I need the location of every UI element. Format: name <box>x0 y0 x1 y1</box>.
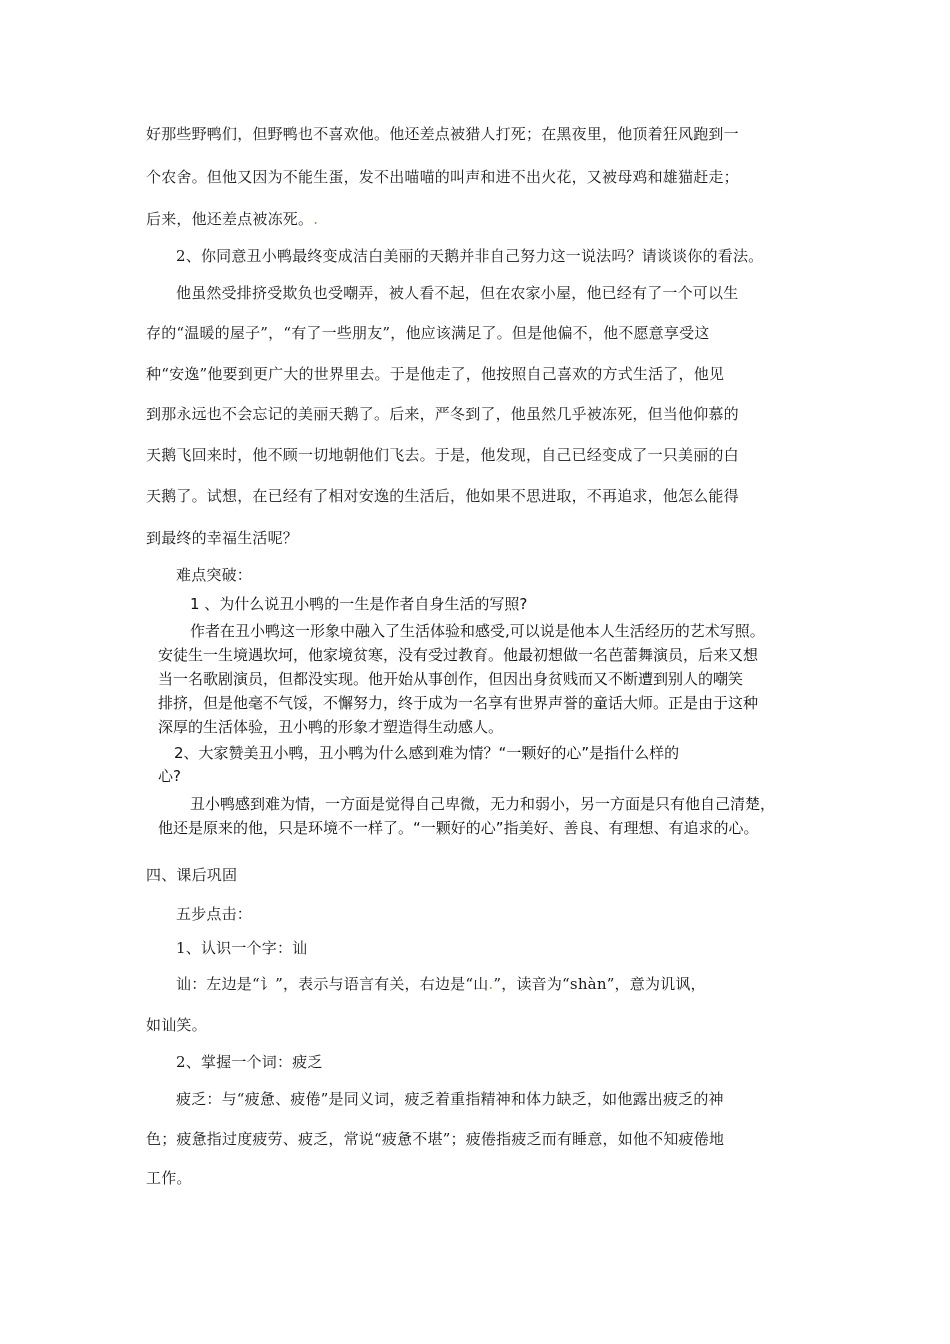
difficulty-line-4: 排挤，但是他毫不气馁，不懈努力，终于成为一名享有世界声誉的童话大师。正是由于这种 <box>158 694 759 712</box>
difficulty-heading: 难点突破： <box>176 566 253 584</box>
item2-line-3: 工作。 <box>146 1169 192 1187</box>
question2-line-2: 存的“温暖的屋子”，“有了一些朋友”，他应该满足了。但是他偏不，他不愿意享受这 <box>146 324 710 342</box>
item1-text: 讪：左边是“讠”，表示与语言有关，右边是“山 <box>176 975 489 993</box>
item1-line-2: 如讪笑。 <box>146 1016 207 1034</box>
question2-line-7: 到最终的幸福生活呢？ <box>146 529 299 547</box>
intro-line-3 <box>146 209 318 229</box>
question2-line-6: 天鹅了。试想，在已经有了相对安逸的生活后，他如果不思进取，不再追求，他怎么能得 <box>146 487 739 505</box>
difficulty-q2: 2、大家赞美丑小鸭，丑小鸭为什么感到难为情？“一颗好的心”是指什么样的 <box>174 744 680 762</box>
difficulty-q1: 1 、为什么说丑小鸭的一生是作者自身生活的写照? <box>190 595 528 613</box>
difficulty-answer-1: 丑小鸭感到难为情，一方面是觉得自己卑微，无力和弱小，另一方面是只有他自己清楚， <box>190 795 776 813</box>
difficulty-q2-cont: 心? <box>158 767 181 785</box>
item1-title: 1、认识一个字：讪 <box>176 939 308 957</box>
item2-title: 2、掌握一个词：疲乏 <box>176 1053 323 1071</box>
item2-line-1: 疲乏：与“疲惫、疲倦”是同义词，疲乏着重指精神和体力缺乏，如他露出疲乏的神 <box>176 1090 724 1108</box>
question2-line-1: 他虽然受排挤受欺负也受嘲弄，被人看不起，但在农家小屋，他已经有了一个可以生 <box>176 284 739 302</box>
item1-line-1 <box>176 974 706 994</box>
question2-title: 2、你同意丑小鸭最终变成洁白美丽的天鹅并非自己努力这一说法吗？请谈谈你的看法。 <box>176 247 764 265</box>
question2-line-4: 到那永远也不会忘记的美丽天鹅了。后来，严冬到了，他虽然几乎被冻死，但当他仰慕的 <box>146 405 739 423</box>
section4-subtitle: 五步点击： <box>176 905 253 923</box>
item2-line-2: 色；疲惫指过度疲劳、疲乏，常说“疲惫不堪”；疲倦指疲乏而有睡意，如他不知疲倦地 <box>146 1130 725 1148</box>
difficulty-line-5: 深厚的生活体验，丑小鸭的形象才塑造得生动感人。 <box>158 718 504 736</box>
intro-line-2: 个农舍。但他又因为不能生蛋，发不出喵喵的叫声和进不出火花，又被母鸡和雄猫赶走； <box>146 168 739 186</box>
intro-dot: . <box>313 210 319 228</box>
difficulty-line-1: 作者在丑小鸭这一形象中融入了生活体验和感受,可以说是他本人生活经历的艺术写照。 <box>190 622 765 640</box>
difficulty-line-3: 当一名歌剧演员，但都没实现。他开始从事创作，但因出身贫贱而又不断遭到别人的嘲笑 <box>158 670 744 688</box>
difficulty-line-2: 安徒生一生境遇坎坷，他家境贫寒，没有受过教育。他最初想做一名芭蕾舞演员，后来又想 <box>158 646 759 664</box>
difficulty-block <box>144 592 834 842</box>
item1-dot: . <box>488 975 494 993</box>
question2-line-3: 种“安逸”他要到更广大的世界里去。于是他走了，他按照自己喜欢的方式生活了，他见 <box>146 365 725 383</box>
difficulty-answer-2: 他还是原来的他，只是环境不一样了。“一颗好的心”指美好、善良、有理想、有追求的心。 <box>158 819 759 837</box>
item1-text-rest: ”，读音为“shàn”，意为讥讽， <box>493 975 706 993</box>
section4-title: 四、课后巩固 <box>146 866 238 884</box>
intro-line-1: 好那些野鸭们，但野鸭也不喜欢他。他还差点被猎人打死；在黑夜里，他顶着狂风跑到一 <box>146 125 739 143</box>
question2-line-5: 天鹅飞回来时，他不顾一切地朝他们飞去。于是，他发现，自己已经变成了一只美丽的白 <box>146 446 739 464</box>
intro-line-3-text: 后来，他还差点被冻死。 <box>146 210 314 228</box>
